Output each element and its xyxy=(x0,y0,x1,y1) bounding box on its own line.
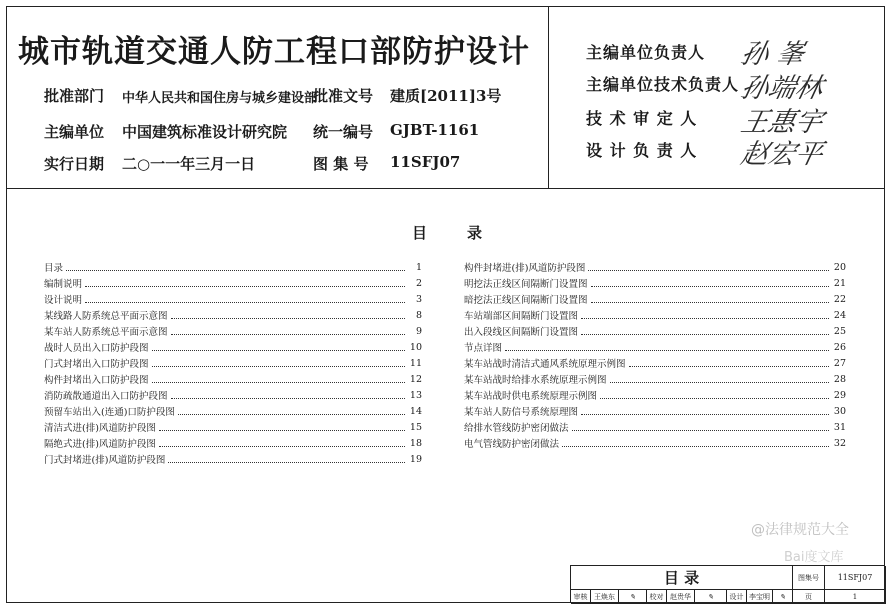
toc-entry-leader xyxy=(629,360,829,367)
toc-entry-page: 29 xyxy=(833,389,846,401)
toc-entry-leader xyxy=(591,296,829,303)
title-block xyxy=(570,565,885,603)
toc-entry-page: 25 xyxy=(833,325,846,337)
toc-entry-label: 电气管线防护密闭做法 xyxy=(464,439,560,450)
toc-entry xyxy=(44,340,422,354)
meta-value-unified-no: GJBT-1161 xyxy=(390,121,480,139)
signature-tech-head: 孙端林 xyxy=(738,73,826,104)
toc-entry-label: 给排水管线防护密闭做法 xyxy=(464,423,569,434)
meta-value-effective-date: 二○一一年三月一日 xyxy=(122,155,256,173)
toc-entry-label: 目录 xyxy=(44,263,64,274)
title-block-check-name: 赵贵华 xyxy=(667,590,695,604)
toc-entry-page: 14 xyxy=(409,405,422,417)
toc-entry-label: 编制说明 xyxy=(44,279,83,290)
toc-entry-leader xyxy=(600,392,829,399)
toc-entry-page: 21 xyxy=(833,277,846,289)
toc-entry xyxy=(44,308,422,322)
title-block-design-name: 李宝明 xyxy=(747,590,773,604)
header-divider xyxy=(548,6,549,189)
title-block-review-name: 王焕东 xyxy=(591,590,619,604)
role-chief-unit-head: 主编单位负责人 xyxy=(586,43,706,62)
toc-entry-label: 某车站战时供电系统原理示例图 xyxy=(464,391,598,402)
toc-entry-leader xyxy=(168,456,405,463)
toc-entry xyxy=(464,420,846,434)
meta-label-atlas-no: 图 集 号 xyxy=(313,155,369,173)
title-block-page-label: 页 xyxy=(793,590,825,604)
toc-entry-page: 26 xyxy=(833,341,846,353)
toc-entry-label: 隔绝式进(排)风道防护段图 xyxy=(44,439,156,450)
title-block-title: 目 录 xyxy=(571,566,793,590)
toc-entry xyxy=(464,436,846,450)
toc-entry-label: 某车站人防信号系统原理图 xyxy=(464,407,579,418)
toc-entry-leader xyxy=(171,392,405,399)
toc-entry-leader xyxy=(152,376,405,383)
signature-design-lead: 赵宏平 xyxy=(738,139,826,170)
toc-entry xyxy=(44,260,422,274)
toc-entry xyxy=(464,388,846,402)
title-block-check-label: 校对 xyxy=(647,590,667,604)
toc-entry-page: 8 xyxy=(415,309,422,321)
toc-entry-leader xyxy=(171,312,405,319)
toc-entry-page: 27 xyxy=(833,357,846,369)
meta-label-chief-editor: 主编单位 xyxy=(44,123,105,141)
toc-entry-leader xyxy=(572,424,829,431)
signature-chief-unit-head: 孙 峯 xyxy=(738,39,808,70)
toc-entry-leader xyxy=(591,280,829,287)
toc-entry xyxy=(44,404,422,418)
meta-value-approval-no: 建质[2011]3号 xyxy=(390,87,502,105)
toc-entry-label: 出入段线区间隔断门设置图 xyxy=(464,327,579,338)
toc-entry-page: 9 xyxy=(415,325,422,337)
toc-entry-leader xyxy=(581,408,829,415)
signature-technical-reviewer: 王惠宇 xyxy=(738,107,826,138)
toc-entry-leader xyxy=(152,344,405,351)
toc-entry-leader xyxy=(152,360,405,367)
toc-entry-page: 22 xyxy=(833,293,846,305)
toc-entry-leader xyxy=(171,328,405,335)
watermark-logo: Bai度文库 xyxy=(784,550,844,565)
toc-entry-leader xyxy=(610,376,829,383)
meta-value-atlas-no: 11SFJ07 xyxy=(390,153,461,171)
toc-entry-page: 19 xyxy=(409,453,422,465)
toc-entry xyxy=(464,324,846,338)
toc-entry-label: 暗挖法正线区间隔断门设置图 xyxy=(464,295,588,306)
title-block-review-signature: ✎ xyxy=(619,590,647,604)
toc-entry-page: 18 xyxy=(409,437,422,449)
role-technical-reviewer: 技 术 审 定 人 xyxy=(586,109,698,128)
toc-entry-page: 13 xyxy=(409,389,422,401)
toc-entry-leader xyxy=(581,312,829,319)
toc-entry-page: 32 xyxy=(833,437,846,449)
toc-entry-label: 某车站战时给排水系统原理示例图 xyxy=(464,375,607,386)
toc-entry xyxy=(44,356,422,370)
toc-entry-label: 战时人员出入口防护段图 xyxy=(44,343,149,354)
toc-entry-label: 预留车站出入(连通)口防护段图 xyxy=(44,407,175,418)
title-block-atlas-label: 图集号 xyxy=(793,566,825,590)
toc-entry-page: 30 xyxy=(833,405,846,417)
title-block-atlas-value: 11SFJ07 xyxy=(825,566,886,590)
toc-entry xyxy=(464,308,846,322)
toc-entry-leader xyxy=(581,328,829,335)
meta-label-approval-no: 批准文号 xyxy=(313,87,374,105)
document-title: 城市轨道交通人防工程口部防护设计 xyxy=(18,34,530,70)
toc-entry xyxy=(44,372,422,386)
toc-entry-page: 2 xyxy=(415,277,422,289)
title-block-review-label: 审核 xyxy=(571,590,591,604)
toc-entry-label: 设计说明 xyxy=(44,295,83,306)
toc-entry-leader xyxy=(66,264,405,271)
toc-entry xyxy=(464,276,846,290)
toc-entry-label: 节点详图 xyxy=(464,343,503,354)
toc-entry-leader xyxy=(178,408,405,415)
toc-entry-leader xyxy=(588,264,829,271)
meta-label-unified-no: 统一编号 xyxy=(313,123,374,141)
toc-entry-page: 20 xyxy=(833,261,846,273)
title-block-check-signature: ✎ xyxy=(695,590,727,604)
toc-entry-label: 车站端部区间隔断门设置图 xyxy=(464,311,579,322)
toc-entry-page: 10 xyxy=(409,341,422,353)
title-block-design-label: 设计 xyxy=(727,590,747,604)
toc-entry xyxy=(44,324,422,338)
toc-entry xyxy=(44,436,422,450)
toc-entry xyxy=(44,292,422,306)
toc-entry-label: 门式封堵出入口防护段图 xyxy=(44,359,149,370)
toc-entry-page: 28 xyxy=(833,373,846,385)
toc-entry-label: 某车站战时清洁式通风系统原理示例图 xyxy=(464,359,626,370)
toc-entry-label: 某线路人防系统总平面示意图 xyxy=(44,311,168,322)
toc-entry-page: 3 xyxy=(415,293,422,305)
toc-entry-page: 24 xyxy=(833,309,846,321)
role-chief-unit-tech-head: 主编单位技术负责人 xyxy=(586,75,740,94)
toc-heading-right: 录 xyxy=(467,224,483,242)
toc-entry xyxy=(464,372,846,386)
toc-entry-page: 31 xyxy=(833,421,846,433)
toc-entry xyxy=(44,452,422,466)
toc-entry-label: 清洁式进(排)风道防护段图 xyxy=(44,423,156,434)
role-design-lead: 设 计 负 责 人 xyxy=(586,141,698,160)
toc-entry-leader xyxy=(159,440,405,447)
toc-entry-leader xyxy=(85,296,405,303)
toc-entry-page: 1 xyxy=(415,261,422,273)
toc-entry xyxy=(44,276,422,290)
toc-entry-leader xyxy=(505,344,829,351)
toc-entry-label: 某车站人防系统总平面示意图 xyxy=(44,327,168,338)
toc-entry-label: 消防疏散通道出入口防护段图 xyxy=(44,391,168,402)
toc-entry-page: 12 xyxy=(409,373,422,385)
toc-entry-page: 11 xyxy=(409,357,422,369)
toc-entry-leader xyxy=(159,424,405,431)
toc-entry-label: 明挖法正线区间隔断门设置图 xyxy=(464,279,588,290)
toc-entry-leader xyxy=(85,280,405,287)
watermark-text: @法律规范大全 xyxy=(751,522,849,538)
toc-entry-leader xyxy=(562,440,829,447)
toc-entry xyxy=(464,356,846,370)
toc-entry xyxy=(464,292,846,306)
toc-entry xyxy=(44,388,422,402)
toc-entry xyxy=(464,260,846,274)
meta-value-approving-dept: 中华人民共和国住房与城乡建设部 xyxy=(122,91,318,106)
title-block-design-signature: ✎ xyxy=(773,590,793,604)
toc-entry xyxy=(44,420,422,434)
toc-entry xyxy=(464,340,846,354)
toc-entry-label: 门式封堵进(排)风道防护段图 xyxy=(44,455,166,466)
meta-label-approving-dept: 批准部门 xyxy=(44,87,105,105)
toc-heading-left: 目 xyxy=(412,224,428,242)
toc-entry-label: 构件封堵出入口防护段图 xyxy=(44,375,149,386)
meta-value-chief-editor: 中国建筑标准设计研究院 xyxy=(122,123,288,141)
title-block-page-value: 1 xyxy=(825,590,886,604)
toc-entry-page: 15 xyxy=(409,421,422,433)
meta-label-effective-date: 实行日期 xyxy=(44,155,105,173)
toc-entry xyxy=(464,404,846,418)
toc-entry-label: 构件封堵进(排)风道防护段图 xyxy=(464,263,586,274)
